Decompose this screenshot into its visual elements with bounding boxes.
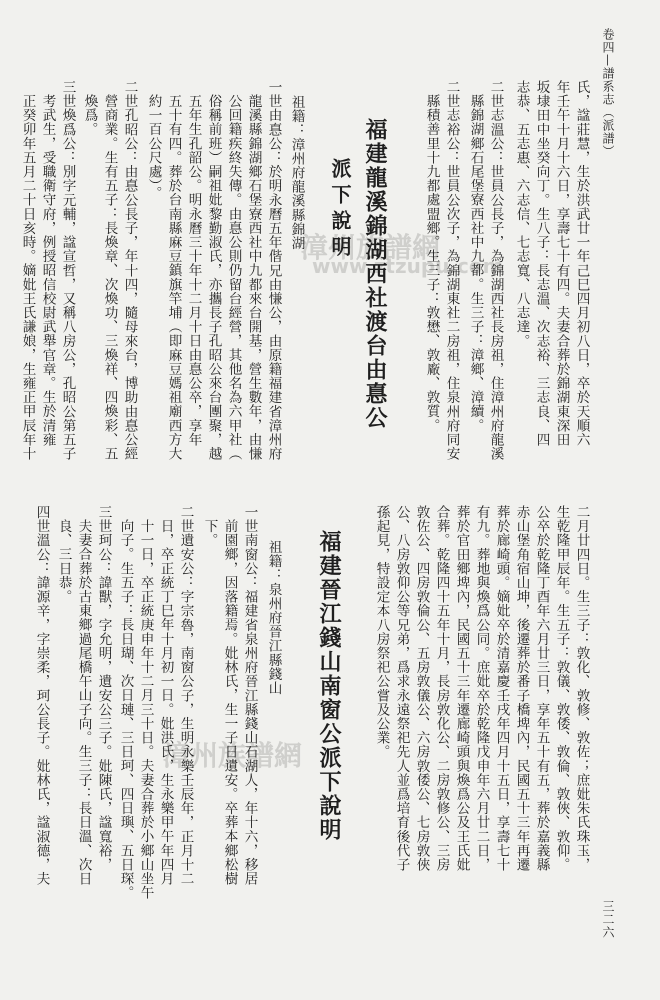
bottom-continuation-line: 公卒於乾隆丁酉年六月廿三日，享年五十有五，葬於嘉義縣 — [533, 505, 550, 872]
page-number: 三二六 — [601, 900, 615, 939]
watermark-url: www.ztzupu.com — [312, 254, 504, 278]
top-continuation-line: 年壬午十月十六日，享壽七十有四。夫妻合葬於錦湖東深田 — [553, 80, 570, 447]
bottom-continuation-line: 生乾隆甲辰年。生五子：敦儀、敦倭、敦倫、敦俠、敦仰。 — [553, 505, 570, 872]
section-title: 福建晉江錢山南窗公派下說明 — [316, 530, 342, 842]
bottom-continuation-line: 二月廿四日。生三子：敦化、敦修、敦佐；庶妣朱氏珠玉， — [573, 505, 590, 872]
genealogy-line: 二世孔昭公：由惪公長子，年十四，隨母來台，博助由惪公經 — [121, 80, 138, 461]
genealogy-line: 良、三日恭。 — [55, 519, 72, 604]
bottom-continuation-line: 葬於官田鄉埤內，民國五十三年遷廊崎頭與煥爲公及王氏妣 — [453, 505, 470, 872]
gen2-zhiyu-line: 縣積善里十九都處盟鄉。生三子：敦懋、敦廠、敦質。 — [423, 94, 440, 433]
gen2-zhiwen-line: 二世志溫公：世員公長子，為錦湖西社長房祖，住漳州府龍溪 — [487, 80, 504, 461]
section-subtitle: 派下說明 — [328, 158, 352, 262]
ancestral-origin: 祖籍：漳州府龍溪縣錦湖 — [288, 95, 305, 251]
genealogy-line: 二世遺安公：字宗魯，南窗公子，生明永樂壬辰年，正月十二 — [177, 505, 194, 886]
bottom-continuation-line: 有九。葬地與煥爲公同。庶妣卒於乾隆戊申年六月廿二日， — [473, 505, 490, 872]
watermark-text: 漳州族譜網 — [300, 231, 441, 264]
bottom-continuation-line: 孫起見，特設定本八房祭祀公嘗及公業。 — [373, 505, 390, 759]
genealogy-line: 俗稱前班）嗣祖妣黎勤淑氏，亦攜長子孔昭公來台團聚，越 — [205, 94, 222, 461]
genealogy-line: 向子。生五子：長日瑚、次日璉、三日珂、四日璵、五日琛。 — [117, 519, 134, 900]
genealogy-line: 前園鄉，因落籍焉。妣林氏，生一子日遺安。卒葬本鄉松樹 — [221, 519, 238, 886]
genealogy-line: 考武生，受職衛守府，例授昭信校尉武舉官章。生於清雍 — [39, 94, 56, 447]
genealogy-line: 下。 — [201, 519, 218, 548]
genealogy-line: 五年生孔韶公。明永曆三十年十二月十日由惪公卒，享年 — [185, 94, 202, 447]
top-continuation-line: 坂埭田中坐癸向丁。生八子：長志溫、次志裕、三志良、四 — [533, 80, 550, 447]
genealogy-line: 四世溫公：諱源辛，字崇柔，珂公長子。妣林氏，諡淑德，夫 — [33, 505, 50, 886]
genealogy-line: 煥爲。 — [81, 94, 98, 137]
ancestral-origin: 祖籍：泉州府晉江縣錢山 — [265, 540, 282, 696]
bottom-continuation-line: 敦佐公、四房敦倫公、五房敦儀公、六房敦倭公、七房敦俠 — [413, 505, 430, 872]
chapter-header: 卷四—譜系志（派譜） — [601, 28, 615, 158]
watermark-text: 漳州族譜網 — [162, 739, 303, 772]
genealogy-line: 公回籍疾終失傳。由惪公則仍留台經營，其他名為六甲社（ — [225, 94, 242, 461]
section-title: 福建龍溪錦湖西社渡台由惪公 — [362, 118, 388, 430]
genealogy-line: 日，卒正統丁巳年十月初一日。妣洪氏，生永樂甲午年四月 — [157, 519, 174, 886]
gen2-zhiyu-line: 二世志裕公：世員公次子，為錦湖東社二房祖，住泉州府同安 — [443, 80, 460, 461]
bottom-continuation-line: 赤山堡角宿山坤，後遷葬於番子橋埤內，民國五十三年再遷 — [513, 505, 530, 872]
genealogy-line: 約一百公尺處）。 — [145, 94, 162, 200]
genealogy-line: 龍溪縣錦湖鄉石堡寮西社中九都來台開基，營生數年，由慊 — [245, 94, 262, 461]
bottom-continuation-line: 葬於廊崎頭。嫡妣卒於清嘉慶壬戌年四月十五日，享壽七十 — [493, 505, 510, 872]
top-continuation-line: 氏，諡莊慧，生於洪武廿一年己巳四月初八日，卒於天順六 — [573, 80, 590, 447]
gen2-zhiwen-line: 縣錦湖鄉石尾堡寮西社中九都。生三子：漳鄉、漳續。 — [467, 94, 484, 433]
bottom-continuation-line: 合葬。乾隆四十五年十月，長房敦化公、二房敦修公、三房 — [433, 505, 450, 872]
genealogy-line: 一世由惪公：於明永曆五年偕兄由慊公，由原籍福建省漳州府 — [265, 80, 282, 461]
top-continuation-line: 志恭、五志惠、六志信、七志寬、八志達。 — [513, 80, 530, 348]
genealogy-line: 夫妻合葬於古東鄉過尾橋午山子向。生三子：長日溫、次日 — [75, 519, 92, 886]
genealogy-line: 一世南窗公：福建省泉州府晉江縣錢山石湖人，年十六，移居 — [241, 505, 258, 886]
genealogy-line: 三世珂公：諱獸，字允明，遺安公三子。妣陳氏，諡寬裕， — [95, 505, 112, 872]
genealogy-line: 三世煥爲公：別字元輔，諡宣哲，又稱八房公，孔昭公第五子 — [59, 80, 76, 461]
genealogy-line: 正癸卯年五月二十日亥時。嫡妣王氏謙娘，生雍正甲辰年十 — [19, 94, 36, 461]
genealogy-line: 十一日，卒正統庚申年十二月三十日。夫妻合葬於小鄉山坐午 — [137, 519, 154, 900]
genealogy-line: 營商業。生有五子：長煥章、次煥功、三煥祥、四煥彩、五 — [101, 94, 118, 461]
genealogy-line: 五十有四。葬於台南縣麻豆鎮旗竿埔（即麻豆媽祖廟西方大 — [165, 94, 182, 461]
bottom-continuation-line: 公、八房敦仰公等兄弟，爲求永遠祭祀先人並爲培育後代子 — [393, 505, 410, 872]
